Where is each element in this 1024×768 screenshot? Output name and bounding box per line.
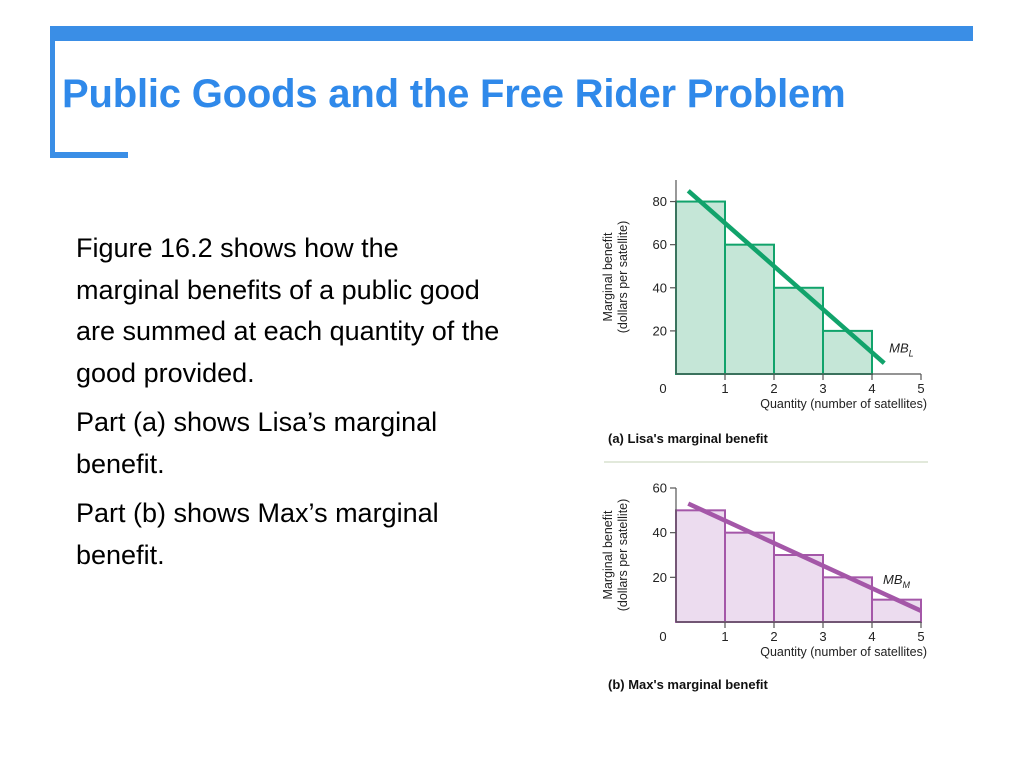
max-mb-label-subscript: M	[902, 580, 910, 591]
max-x-tick-label-2: 2	[770, 629, 778, 644]
max-y-axis-title	[601, 499, 630, 612]
max-y-axis-title-line1: Marginal benefit	[601, 510, 615, 600]
max-mb-label: $MB_M$	[883, 572, 910, 591]
body-paragraph-2: Part (a) shows Lisa’s marginal benefit.	[76, 407, 438, 479]
max-y-axis-title-line2: (dollars per satellite)	[616, 498, 630, 612]
slide-title: Public Goods and the Free Rider Problem	[62, 72, 846, 116]
max-origin-label: 0	[659, 629, 667, 644]
lisa-y-tick-label-40: 40	[652, 280, 667, 296]
header-accent-underline	[50, 152, 128, 158]
lisa-y-tick-label-80: 80	[652, 194, 667, 210]
max-bar-3	[774, 555, 823, 622]
lisa-x-tick-label-3: 3	[819, 381, 827, 396]
max-x-tick-label-3: 3	[819, 629, 827, 644]
max-x-tick-label-5: 5	[917, 629, 925, 644]
header-accent-side-bar	[50, 26, 55, 158]
lisa-bar-2	[725, 245, 774, 374]
body-paragraph-1: Figure 16.2 shows how the marginal benefits of a public good are summed at each quantity of the good provided.	[76, 233, 500, 388]
max-y-tick-label-40: 40	[652, 525, 667, 541]
lisa-y-axis-title	[601, 221, 630, 334]
lisa-x-tick-label-1: 1	[721, 381, 729, 396]
lisa-origin-label: 0	[659, 381, 667, 396]
lisa-bar-4	[823, 331, 872, 374]
max-x-tick-label-4: 4	[868, 629, 876, 644]
max-bar-5	[872, 600, 921, 622]
lisa-bar-1	[676, 202, 725, 374]
max-x-tick-label-1: 1	[721, 629, 729, 644]
figure-16-2-charts	[596, 168, 956, 708]
lisa-mb-label: $MB_L$	[889, 340, 914, 359]
lisa-y-axis-title-line1: Marginal benefit	[601, 232, 615, 322]
lisa-x-tick-label-5: 5	[917, 381, 925, 396]
max-y-tick-label-20: 20	[652, 569, 667, 585]
lisa-y-axis-title-line2: (dollars per satellite)	[616, 220, 630, 334]
max-bar-2	[725, 533, 774, 622]
max-y-tick-label-60: 60	[652, 480, 667, 496]
header-accent-bar	[50, 26, 973, 41]
lisa-x-tick-label-4: 4	[868, 381, 876, 396]
chart-lisa	[601, 180, 927, 446]
slide-body	[76, 228, 506, 584]
lisa-y-tick-label-60: 60	[652, 237, 667, 253]
lisa-chart-caption: (a) Lisa's marginal benefit	[608, 431, 768, 446]
max-bar-1	[676, 510, 725, 622]
max-x-axis-title: Quantity (number of satellites)	[760, 645, 927, 659]
max-chart-caption: (b) Max's marginal benefit	[608, 677, 768, 692]
lisa-y-tick-label-20: 20	[652, 323, 667, 339]
lisa-mb-label-subscript: L	[908, 348, 914, 359]
chart-max	[601, 481, 927, 693]
body-paragraph-3: Part (b) shows Max’s marginal benefit.	[76, 498, 439, 570]
lisa-x-tick-label-2: 2	[770, 381, 778, 396]
lisa-x-axis-title: Quantity (number of satellites)	[760, 397, 927, 411]
